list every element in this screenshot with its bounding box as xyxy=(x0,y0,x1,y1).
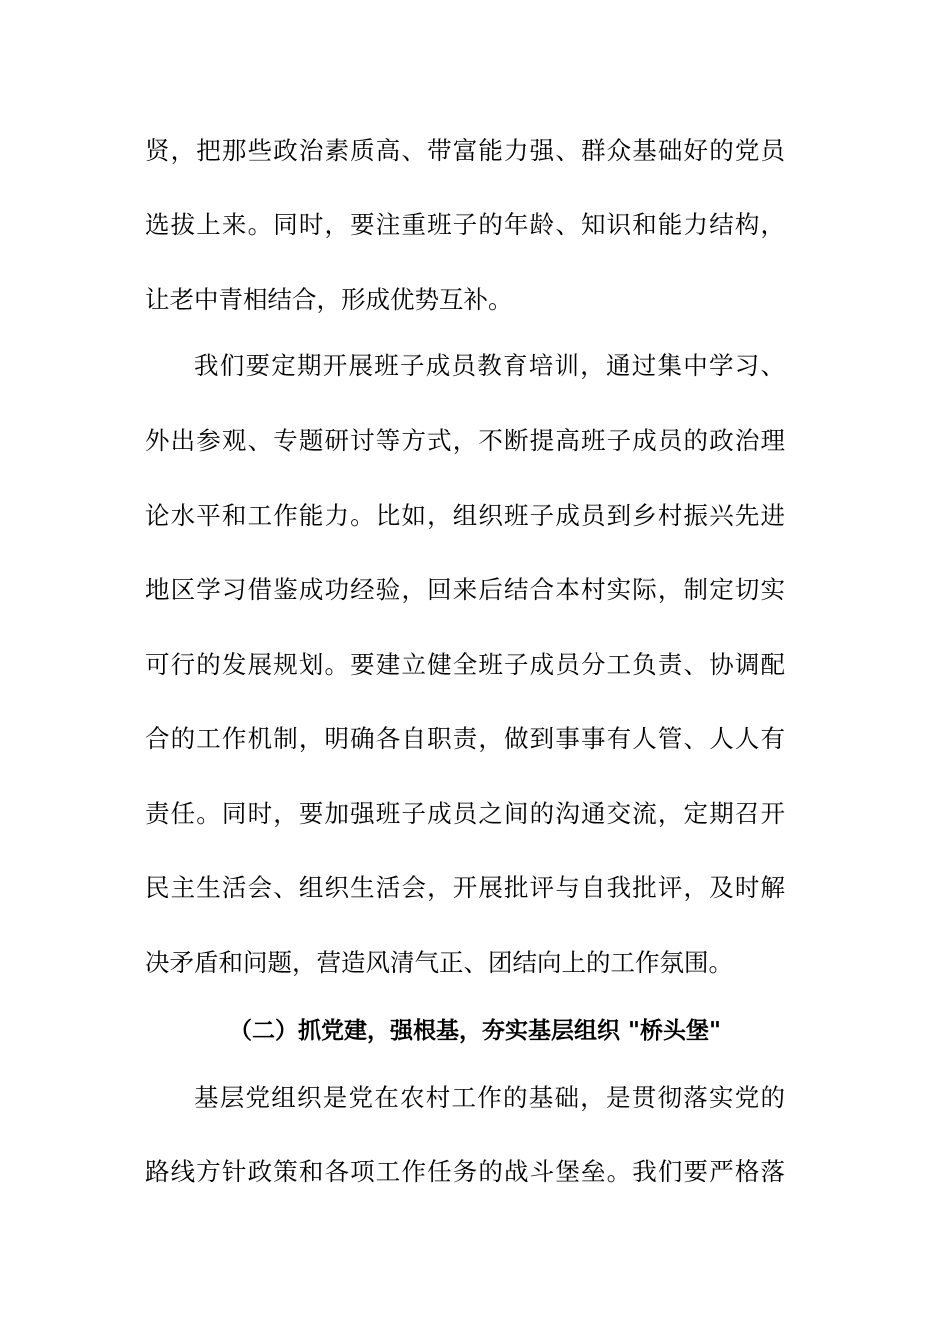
section-heading: （二）抓党建，强根基，夯实基层组织 "桥头堡" xyxy=(229,1018,721,1044)
paragraph-line: 让老中青相结合，形成优势互补。 xyxy=(145,285,513,314)
paragraph-line: 责任。同时，要加强班子成员之间的沟通交流，定期召开 xyxy=(145,799,785,828)
paragraph-line: 基层党组织是党在农村工作的基础，是贯彻落实党的 xyxy=(194,1083,785,1112)
paragraph-line: 合的工作机制，明确各自职责，做到事事有人管、人人有 xyxy=(145,724,785,753)
paragraph-line: 地区学习借鉴成功经验，回来后结合本村实际，制定切实 xyxy=(145,575,785,604)
paragraph-line: 民主生活会、组织生活会，开展批评与自我批评，及时解 xyxy=(145,873,785,902)
paragraph-line: 外出参观、专题研讨等方式，不断提高班子成员的政治理 xyxy=(145,426,785,455)
paragraph-line: 路线方针政策和各项工作任务的战斗堡垒。我们要严格落 xyxy=(145,1157,785,1186)
paragraph-line: 选拔上来。同时，要注重班子的年龄、知识和能力结构， xyxy=(145,210,785,239)
paragraph-line: 贤，把那些政治素质高、带富能力强、群众基础好的党员 xyxy=(145,136,785,165)
paragraph-line: 可行的发展规划。要建立健全班子成员分工负责、协调配 xyxy=(145,650,785,679)
paragraph-line: 我们要定期开展班子成员教育培训，通过集中学习、 xyxy=(194,351,785,380)
paragraph-line: 决矛盾和问题，营造风清气正、团结向上的工作氛围。 xyxy=(145,948,733,977)
paragraph-line: 论水平和工作能力。比如，组织班子成员到乡村振兴先进 xyxy=(145,501,785,530)
